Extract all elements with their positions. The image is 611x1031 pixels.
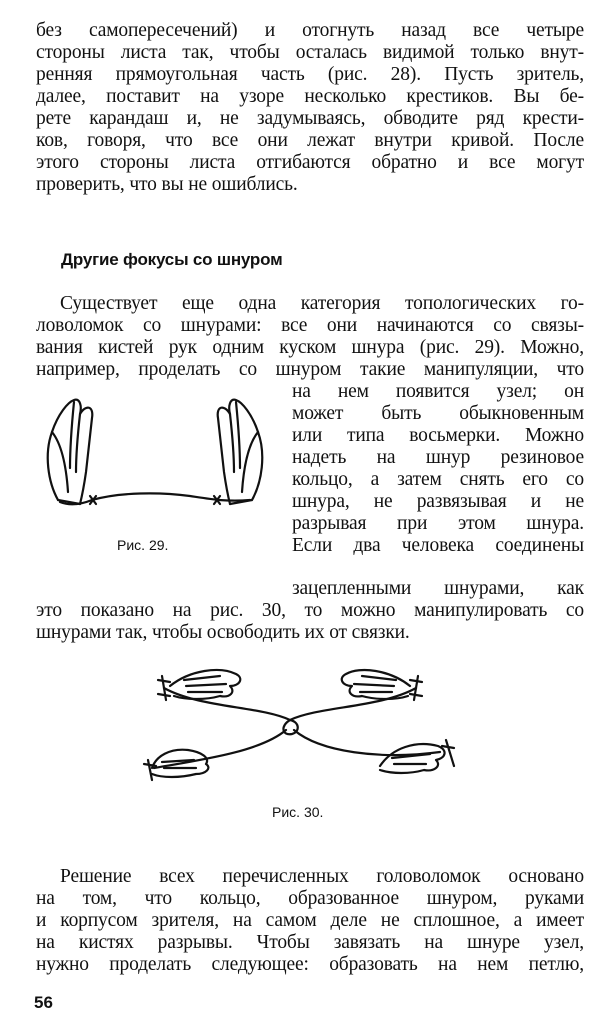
text-line: разрывая при этом шнура. <box>292 513 584 534</box>
paragraph-1 <box>36 20 584 196</box>
section-heading: Другие фокусы со шнуром <box>61 250 283 269</box>
paragraph-2-tail <box>36 578 584 600</box>
text-line: или типа восьмерки. Можно <box>292 425 584 446</box>
paragraph-3 <box>36 866 584 976</box>
text-line: Если два человека соединены <box>292 535 584 556</box>
text-line: ловоломок со шнурами: все они начинаются со связы- <box>36 315 584 336</box>
text-line: рете карандаш и, не задумываясь, обводите ряд крести- <box>36 108 584 129</box>
figure-30-linked-cords <box>140 656 480 786</box>
text-line: кольцо, а затем снять его со <box>292 469 584 490</box>
text-line: шнурами так, чтобы освободить их от связки. <box>36 622 410 643</box>
text-line: зацепленными шнурами, как <box>292 578 584 599</box>
text-line: шнура, не развязывая и не <box>292 491 584 512</box>
text-line: например, проделать со шнуром такие манипуляции, что <box>36 359 584 380</box>
text-line: это показано на рис. 30, то можно манипулировать со <box>36 600 584 621</box>
text-line: без самопересечений) и отогнуть назад все четыре <box>36 20 584 41</box>
text-line: на том, что кольцо, образованное шнуром, руками <box>36 888 584 909</box>
text-line: на нем появится узел; он <box>292 381 584 402</box>
text-line: и корпусом зрителя, на самом деле не сплошное, а имеет <box>36 910 584 931</box>
paragraph-2-intro <box>36 293 584 381</box>
text-line: ков, говоря, что все они лежат внутри кривой. После <box>36 130 584 151</box>
text-line: надеть на шнур резиновое <box>292 447 584 468</box>
page-number: 56 <box>34 993 53 1012</box>
text-line: Решение всех перечисленных головоломок основано <box>60 866 584 887</box>
text-line: на кистях разрывы. Чтобы завязать на шнуре узел, <box>36 932 584 953</box>
text-line: ренняя прямоугольная часть (рис. 28). Пусть зритель, <box>36 64 584 85</box>
text-line: стороны листа так, чтобы осталась видимой только внут- <box>36 42 584 63</box>
text-line: вания кистей рук одним куском шнура (рис. 29). Можно, <box>36 337 584 358</box>
paragraph-2-wrapped <box>292 381 584 557</box>
figure-29-caption: Рис. 29. <box>117 537 169 553</box>
text-line: Существует еще одна категория топологических го- <box>60 293 584 314</box>
text-line: этого стороны листа отгибаются обратно и все могут <box>36 152 584 173</box>
text-line: далее, поставит на узоре несколько крестиков. Вы бе- <box>36 86 584 107</box>
figure-30-caption: Рис. 30. <box>272 804 324 820</box>
paragraph-2-tail-lines <box>36 600 584 644</box>
figure-29-hands-cord <box>30 392 280 532</box>
text-line: нужно проделать следующее: образовать на нем петлю, <box>36 954 584 975</box>
text-line: проверить, что вы не ошиблись. <box>36 174 298 195</box>
text-line: может быть обыкновенным <box>292 403 584 424</box>
